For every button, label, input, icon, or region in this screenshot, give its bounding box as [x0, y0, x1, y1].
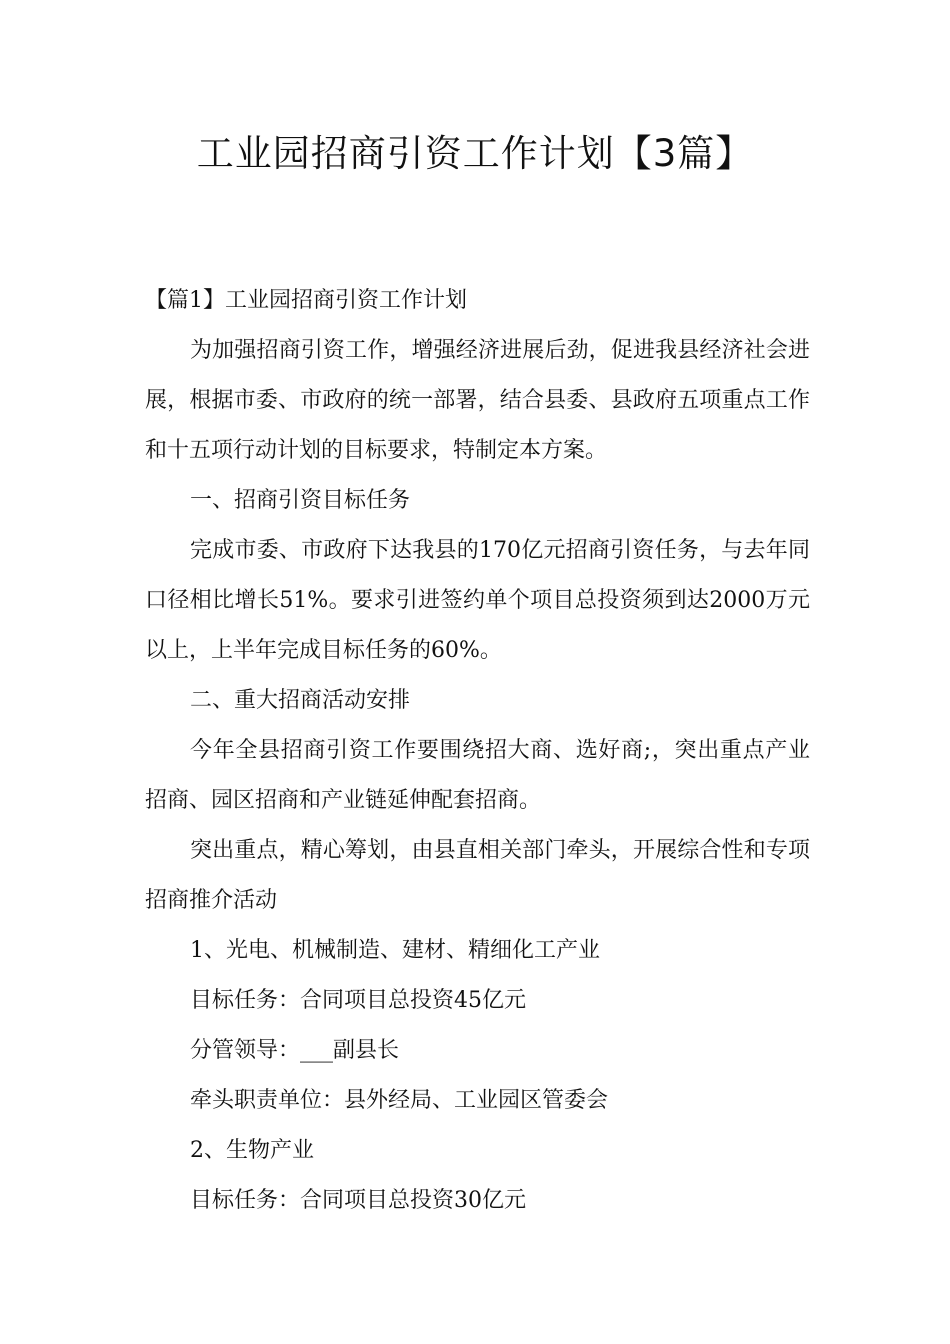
- list-item-industry-2: 2、生物产业: [190, 1138, 314, 1163]
- list-item-leader-1: 分管领导：___副县长: [190, 1038, 400, 1063]
- heading-goals: 一、招商引资目标任务: [190, 488, 411, 513]
- list-item-unit-1: 牵头职责单位：县外经局、工业园区管委会: [190, 1088, 609, 1113]
- section-heading: 【篇1】工业园招商引资工作计划: [145, 288, 467, 313]
- list-item-target-2: 目标任务：合同项目总投资30亿元: [190, 1188, 526, 1213]
- paragraph-goals: 完成市委、市政府下达我县的170亿元招商引资任务，与去年同口径相比增长51%。要求引进签约单个项目总投资须到达2000万元以上，上半年完成目标任务的60%。: [145, 538, 810, 663]
- paragraph-focus: 突出重点，精心筹划，由县直相关部门牵头，开展综合性和专项招商推介活动: [145, 838, 810, 913]
- list-item-target-1: 目标任务：合同项目总投资45亿元: [190, 988, 526, 1013]
- paragraph-intro: 为加强招商引资工作，增强经济进展后劲，促进我县经济社会进展，根据市委、市政府的统一部署，结合县委、县政府五项重点工作和十五项行动计划的目标要求，特制定本方案。: [145, 338, 810, 463]
- document-body: [145, 276, 810, 1226]
- heading-activities: 二、重大招商活动安排: [190, 688, 411, 713]
- list-item-industry-1: 1、光电、机械制造、建材、精细化工产业: [190, 938, 600, 963]
- paragraph-activities: 今年全县招商引资工作要围绕招大商、选好商;，突出重点产业招商、园区招商和产业链延伸配套招商。: [145, 738, 810, 813]
- document-title: 工业园招商引资工作计划【3篇】: [196, 132, 754, 175]
